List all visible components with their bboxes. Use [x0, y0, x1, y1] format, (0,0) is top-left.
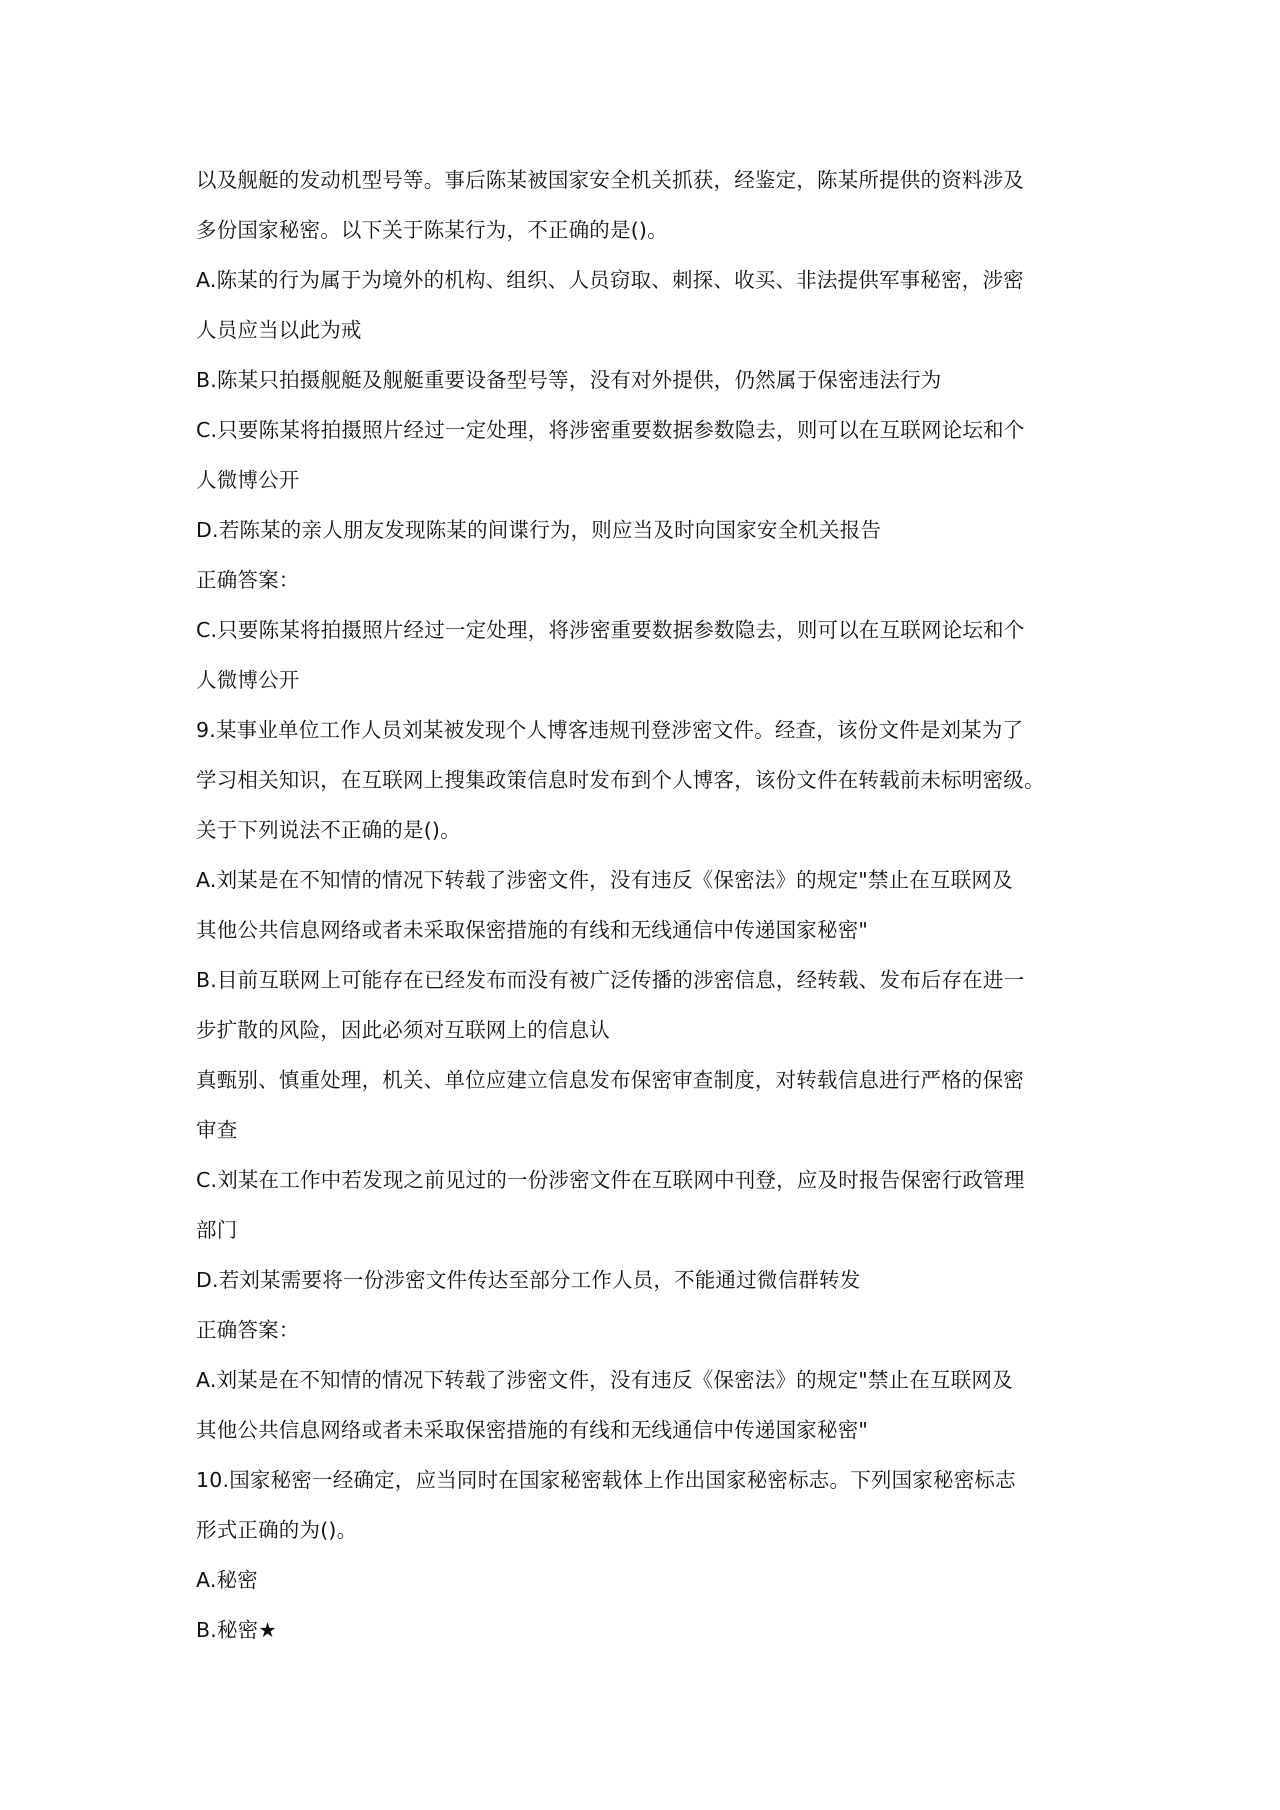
- option-c-line: C.刘某在工作中若发现之前见过的一份涉密文件在互联网中刊登，应及时报告保密行政管理: [196, 1168, 1025, 1192]
- answer-line: 其他公共信息网络或者未采取保密措施的有线和无线通信中传递国家秘密": [196, 1418, 869, 1442]
- text-line: 其他公共信息网络或者未采取保密措施的有线和无线通信中传递国家秘密": [196, 918, 869, 942]
- answer-label: 正确答案：: [196, 568, 300, 592]
- text-line: 关于下列说法不正确的是()。: [196, 818, 461, 842]
- text-line: 步扩散的风险，因此必须对互联网上的信息认: [196, 1018, 610, 1042]
- text-line: 人微博公开: [196, 468, 300, 492]
- answer-line: A.刘某是在不知情的情况下转载了涉密文件，没有违反《保密法》的规定"禁止在互联网及: [196, 1368, 1013, 1392]
- document-page: [196, 155, 1096, 1655]
- text-line: 多份国家秘密。以下关于陈某行为，不正确的是()。: [196, 218, 668, 242]
- text-line: 形式正确的为()。: [196, 1518, 358, 1542]
- text-line: 部门: [196, 1218, 238, 1242]
- text-line: 真甄别、慎重处理，机关、单位应建立信息发布保密审查制度，对转载信息进行严格的保密: [196, 1068, 1024, 1092]
- text-line: 学习相关知识，在互联网上搜集政策信息时发布到个人博客，该份文件在转载前未标明密级。: [196, 768, 1045, 792]
- question-10-line: 10.国家秘密一经确定，应当同时在国家秘密载体上作出国家秘密标志。下列国家秘密标志: [196, 1468, 1016, 1492]
- question-9-line: 9.某事业单位工作人员刘某被发现个人博客违规刊登涉密文件。经查，该份文件是刘某为了: [196, 718, 1024, 742]
- option-a-line: A.秘密: [196, 1568, 258, 1592]
- option-d-line: D.若陈某的亲人朋友发现陈某的间谍行为，则应当及时向国家安全机关报告: [196, 518, 882, 542]
- text-line: 人员应当以此为戒: [196, 318, 362, 342]
- option-b-line: B.秘密★: [196, 1618, 277, 1642]
- answer-label: 正确答案：: [196, 1318, 300, 1342]
- option-c-line: C.只要陈某将拍摄照片经过一定处理，将涉密重要数据参数隐去，则可以在互联网论坛和个: [196, 418, 1025, 442]
- option-d-line: D.若刘某需要将一份涉密文件传达至部分工作人员，不能通过微信群转发: [196, 1268, 861, 1292]
- option-b-line: B.目前互联网上可能存在已经发布而没有被广泛传播的涉密信息，经转载、发布后存在进一: [196, 968, 1025, 992]
- answer-line: 人微博公开: [196, 668, 300, 692]
- text-line: 以及舰艇的发动机型号等。事后陈某被国家安全机关抓获，经鉴定，陈某所提供的资料涉及: [196, 168, 1024, 192]
- answer-line: C.只要陈某将拍摄照片经过一定处理，将涉密重要数据参数隐去，则可以在互联网论坛和个: [196, 618, 1025, 642]
- option-b-line: B.陈某只拍摄舰艇及舰艇重要设备型号等，没有对外提供，仍然属于保密违法行为: [196, 368, 942, 392]
- text-line: 审查: [196, 1118, 238, 1142]
- option-a-line: A.陈某的行为属于为境外的机构、组织、人员窃取、刺探、收买、非法提供军事秘密，涉密: [196, 268, 1024, 292]
- option-a-line: A.刘某是在不知情的情况下转载了涉密文件，没有违反《保密法》的规定"禁止在互联网及: [196, 868, 1013, 892]
